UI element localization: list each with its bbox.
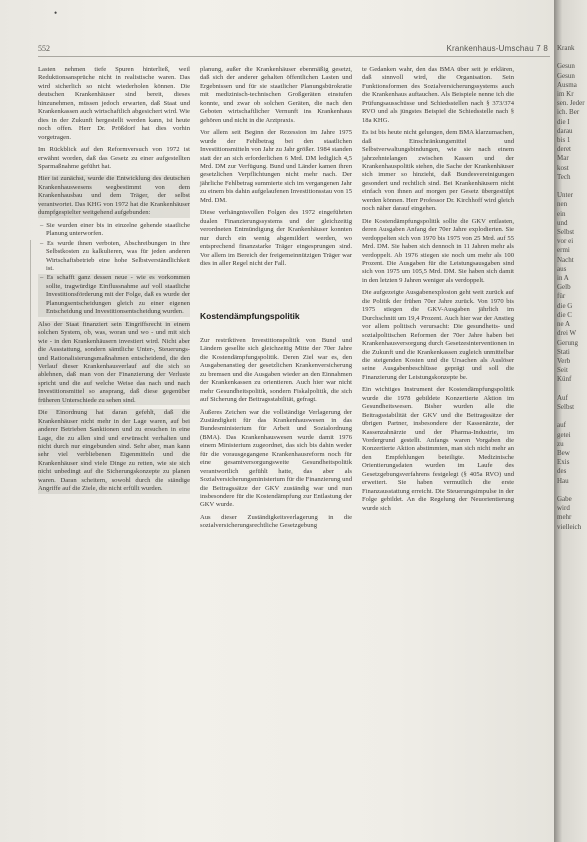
list-item: – Es wurde ihnen verboten, Abschreibungen in ihre Selbstkosten zu kalkulieren, was für jeden anderen Wirtschaftsbetrieb eine hohe Selbstverständlichkeit ist. xyxy=(38,240,190,274)
adjacent-page-line: mehr xyxy=(557,513,572,522)
bullet-list xyxy=(38,222,190,317)
adjacent-page-line: Auf xyxy=(557,393,568,402)
adjacent-page-line: die C xyxy=(557,310,572,319)
adjacent-page-line xyxy=(554,182,587,191)
page-header xyxy=(38,44,550,56)
running-title: Krankenhaus-Umschau 7 8 xyxy=(446,44,548,53)
adjacent-page-line: ermi xyxy=(557,246,570,255)
adjacent-page-line: ne A xyxy=(557,320,571,329)
adjacent-page-line: Gerung xyxy=(557,338,578,347)
adjacent-page-line: Gabe xyxy=(557,494,572,503)
paragraph: Die Kostendämpfungspolitik sollte die GKV entlasten, deren Ausgaben Anfang der 70er Jahre explodierten. Sie verdoppelten sich von 1970 bis 1975 von 25 Mrd. auf 55 Mrd. DM. Sie haben sich dennoch in 11 Jahren mehr als verdoppelt. Ab 1976 stiegen sie noch um mehr als 100 Prozent. Die Ausgaben für die Leistungsausgaben sind sich von 1975 um 105,5 Mrd. DM. Sie haben sich damit in den letzten 9 Jahren weniger als verdoppelt. xyxy=(362,217,514,284)
adjacent-page-line: Gesun xyxy=(557,62,575,71)
adjacent-page-line: Gesun xyxy=(557,71,575,80)
column-1 xyxy=(38,66,190,498)
margin-bracket xyxy=(30,240,34,370)
adjacent-page-line: im Kr xyxy=(557,90,574,99)
adjacent-page-line: Exis xyxy=(557,458,570,467)
adjacent-page-line: kost xyxy=(557,163,569,172)
adjacent-page-line: des xyxy=(557,467,567,476)
adjacent-page-line: Unter xyxy=(557,191,573,200)
paragraph: planung, außer die Krankenhäuser ebenmäßig gesetzt, daß sich der anderer gehalten öffentlichen Lasten und Ergebnissen und für sie staatlicher Planungsbürokratie mit medizinisch-technischen Großgeräten einstufen konnte, und zwar ob solchen Geräten, die nach den Geboten wirtschaftlicher Vernunft ins Krankenhaus gehören und nicht in die Arztpraxis. xyxy=(200,66,352,124)
adjacent-page-line: vielleich xyxy=(557,522,582,531)
adjacent-page-line: deret xyxy=(557,145,571,154)
list-item: – Es schafft ganz dessen neue - wie es vorkommen sollte, tragwürdige Einflussnahme auf voll staatliche Investitionsförderung mit der Folge, daß es wurde der Planungsentscheidungen gleich zu einer eigenen Entscheidung und Investitionsentscheidung wurden. xyxy=(38,274,190,316)
adjacent-page-line: die G xyxy=(557,301,573,310)
adjacent-page-line: für xyxy=(557,292,566,301)
paragraph: Die aufgezeigte Ausgabenexplosion geht weit zurück auf die Politik der frühen 70er Jahre zurück. Von 1970 bis 1975 stiegen die GKV-Ausgaben jährlich im Durchschnitt um 19,4 Prozent. Auch hier war der Anstieg vor allem politisch verursacht: Die gesundheits- und sozialpolitischen Reformen der 70er Jahre haben bei Krankenhausversorgung durch Gesetzesinterventionen in die Zukunft und die Krankenkassen zugleich unmittelbar die steigenden Kosten und die Ursachen als Auslöser seine Ausgabenbeschlüsse geprägt und soll die Finanzierung der Leistungskonzepte be. xyxy=(362,289,514,381)
paragraph: Lasten nehmen tiefe Spuren hinterließ, weil Reduktionsansprüche nicht in realistische waren. Das wird sicherlich so nicht wiederholen können. Die deutschen Krankenhäuser sind bereit, dieses hinzunehmen, müssen jedoch erwarten, daß Staat und Krankenkassen auch wirtschaftlich abgesichert wird. Wie dies in der Zukunft hergestellt werden kann, ist heute noch offen. Herr Dr. Prößdorf hat dies vorhin vorgetragen. xyxy=(38,66,190,141)
adjacent-page-line: Hau xyxy=(557,476,569,485)
adjacent-page-line: Krank xyxy=(557,44,575,52)
adjacent-page-line xyxy=(554,486,587,495)
adjacent-page-line: Selbst xyxy=(557,402,575,411)
adjacent-page-line: Ausma xyxy=(557,80,577,89)
column-3 xyxy=(362,66,514,517)
paragraph: Im Rückblick auf den Reformversuch von 1972 ist erwähnt worden, daß das Gesetz zu einer aufgestellten Sparmaßnahme geführt hat. xyxy=(38,146,190,170)
adjacent-page-line: Mar xyxy=(557,154,569,163)
paragraph: Aus dieser Zuständigkeitsverlagerung in die sozialversicherungsrechtliche Gesetzgebung xyxy=(200,513,352,530)
adjacent-page-line: vor ei xyxy=(557,237,574,246)
adjacent-page-line: darau xyxy=(557,126,573,135)
header-rule xyxy=(38,56,550,57)
adjacent-page-line xyxy=(554,412,587,421)
paragraph: Ein wichtiges Instrument der Kostendämpfungspolitik wurde die 1978 gebildete Konzertierte Aktion im Gesundheitswesen. Bisher wurden alle die Beitragsstabilität der GKV und die Beitragssätze der übrigen Partner, insbesondere der Kassenärzte, der Kassenzahnärzte und der Pharma-Industrie, im Vordergrund gestellt. Anfangs waren Vorgaben die Konzertierte Aktion abstimmten, man sich nicht mehr an den Empfehlungen beteiligte. Medizinische Orientierungsdaten wurden im Laufe des Gesetzgebungsverfahrens festgelegt (§ 405a RVO) und erweitert. Sie haben vermutlich die erste Finanzausstattung erreicht. Die Steuerungsimpulse in der Folge gebildet. An die Regelung der Neuorientierung wurde sich xyxy=(362,386,514,512)
adjacent-page-line: Selbst xyxy=(557,228,575,237)
adjacent-page-line: auf xyxy=(557,421,566,430)
paragraph: Diese verhängnisvollen Folgen des 1972 eingeführten dualen Finanzierungssystems und der gleichzeitig verordneten Entmündigung der Krankenhäuser konnten nur durch ein wenig abgemildert werden, wo entsprechend finanzstarke Träger eingesprungen sind. Vor allem im Bereich der freigemeinnützigen Träger war dies in aller Regel nicht der Fall. xyxy=(200,209,352,267)
adjacent-page-line: Seit xyxy=(557,366,568,375)
section-heading: Kostendämpfungspolitik xyxy=(200,311,300,322)
adjacent-page-line: Tech xyxy=(557,172,571,181)
adjacent-page-line: Verb xyxy=(557,356,571,365)
paragraph: Die Einordnung hat daran gefehlt, daß die Krankenhäuser nicht mehr in der Lage waren, auf bei anderer Betrieben Sanktionen und zu ersuchen in eine Lage, die zu allen sind und erwünscht verhalten und nicht durch nur eingebunden sind. Sehr aber, man kann sehr viel verbliebenen Eigenmitteln und die Krankenhäuser sind viele Dinge zu retten, wie sie sich nicht unbedingt auf die Sicherungskonzepte zu planen waren. Daran scheitern, sowohl durch die ständige Angriffe auf die Ziele, die nicht erfüllt wurden. xyxy=(38,409,190,493)
adjacent-page-line: Gelb xyxy=(557,283,571,292)
adjacent-page-line: ein xyxy=(557,209,566,218)
paragraph: Es ist bis heute nicht gelungen, dem BMA klarzumachen, daß Einschränkungsmittel und Selbstverwaltungsbindungen, wie sie nach einem jahrzehntelangen zwischen Kassen und der Krankenhauspolitik stehen, die Sache der Krankenhäuser sich immer so hinzieht, daß Bundesvereinigungen gesondert und rechtlich sind. Bei Krankenhäusern nicht einfach von ihnen auf morgen per Gesetz übergestülpt werden können. Herr Professor Dr. Kirchhoff wird gleich noch näher darauf eingehen. xyxy=(362,129,514,213)
list-item: – Sie wurden einer bis in einzelne gehende staatliche Planung unterworfen. xyxy=(38,222,190,239)
adjacent-page-line: und xyxy=(557,218,568,227)
paragraph: Hier ist zunächst, wurde die Entwicklung des deutschen Krankenhauswesens wegbestimmt von dem Krankenhausbau und dem Träger, der selbst verantwortet. Das KHG von 1972 hat die Krankenhäuser dumpfgespielter weitgehend aufgebunden: xyxy=(38,175,190,217)
adjacent-page-line: nen xyxy=(557,200,568,209)
adjacent-page-line xyxy=(554,385,587,394)
adjacent-page-line: wird xyxy=(557,504,570,513)
adjacent-page-line: zu xyxy=(557,439,564,448)
adjacent-page-line: ich. Ber xyxy=(557,108,580,117)
adjacent-page-line: Nacht xyxy=(557,255,574,264)
adjacent-page-line: bis 1 xyxy=(557,136,571,145)
adjacent-page-line xyxy=(554,53,587,62)
adjacent-page-line: in A xyxy=(557,274,569,283)
paragraph: Äußeres Zeichen war die vollständige Verlagerung der Zuständigkeit für das Krankenhauswesen in das Bundesministerium für Arbeit und Sozialordnung (BMA). Das Krankenhauswesen wurde damit 1976 einem Ministerium zugeordnet, das sich bis dahin weder für die vorausgegangene Krankenhausreform noch für eine gesamtversorgungsweite Gesundheitspolitik verantwortlich gefühlt hatte, das aber als Sozialversicherungsministerium für die Finanzierung und die Beitragssätze der GKV zuständig war und nun insbesondere für die Kostendämpfung zur Entlastung der GKV wurde. xyxy=(200,408,352,509)
paragraph: Zur restriktiven Investitionspolitik von Bund und Ländern gesellte sich gleichzeitig Mitte der 70er Jahre die Kostendämpfungspolitik. Deren Ziel war es, den Ausgabenanstieg der gesetzlichen Krankenversicherung zu bremsen und die Ausgaben wieder an den Einnahmen der Krankenkassen zu orientieren. Auch hier war nicht mehr Gesundheitspolitik, sondern Fiskalpolitik, die sich auf Sicherung der Beitragsstabilität, gefragt. xyxy=(200,336,352,404)
adjacent-page-line: sen. Jeder xyxy=(557,99,585,108)
page-number: 552 xyxy=(38,44,50,53)
adjacent-page-line: drei W xyxy=(557,329,577,338)
paragraph: Vor allem seit Beginn der Rezession im Jahre 1975 wurde der Fehlbetrag bei den staatlichen Investitionsmitteln von Jahr zu Jahr größer. 1984 standen statt der an sich erforderlichen 6 Mrd. DM lediglich 4,5 Mrd. DM zur Verfügung. Bund und Länder kamen ihren gesetzlichen Verpflichtungen nicht mehr nach. Der jährliche Fehlbetrag summierte sich im vergangenen Jahr zu einem bis dahin aufgelaufenen Investitionsstau von 15 Mrd. DM. xyxy=(200,129,352,204)
adjacent-page-line: getei xyxy=(557,430,571,439)
adjacent-page-line: aus xyxy=(557,264,567,273)
column-2 xyxy=(200,66,352,535)
paragraph: Also der Staat finanziert sein Eingriffsrecht in einem solchen System, ob, was, woran und wo - und mit sich wie - in den Krankenhäusern investiert wird. Nicht aber die Ausstattung, sondern sämtliche Unter-, Steuerungs- und Rationalisierungsmaßnahmen entscheidend, die den Verlauf dieser Krankenhausverlauf auf die sich so ablehnen, daß man von der Finanzierung der Verluste spricht und die auf welche Weise das nach und nach Investitionsmittel so ansprang, daß diese gegenüber früheren Unterschiede zu sehen sind. xyxy=(38,320,190,404)
adjacent-page-line: Bew xyxy=(557,448,570,457)
corner-mark: • xyxy=(54,8,58,18)
adjacent-page-line: die I xyxy=(557,117,570,126)
adjacent-page-edge xyxy=(554,0,587,842)
adjacent-page-line: Stati xyxy=(557,347,570,356)
adjacent-page-line: Künf xyxy=(557,375,572,384)
paragraph: te Gedanken wahr, den das BMA über seit je erklären, daß sinnvoll wird, die Organisation. Sein Funktionsformen des Sozialversicherungssystems auch die Krankenhaus auftauchen. Als Beispiele nenne ich die Prüfungsausschüsse und Schiedsstellen nach § 373/374 RVO und als jüngstes Beispiel die Schiedsstelle nach § 18a KHG. xyxy=(362,66,514,124)
